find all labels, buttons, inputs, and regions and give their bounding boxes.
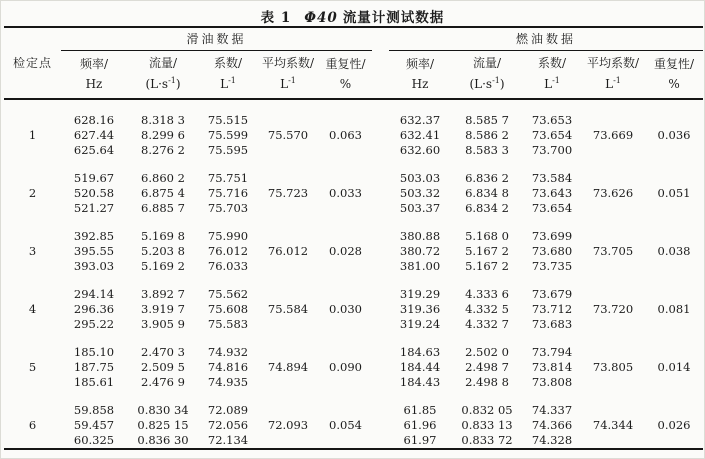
cell-lube-avg-coefficient: 75.723 (267, 186, 309, 200)
cell-lube-coefficient: 74.935 (207, 375, 249, 389)
cell-lube-frequency: 294.14 (73, 287, 115, 301)
cell-fuel-frequency: 61.97 (403, 433, 437, 447)
table-number: 表 1 (260, 10, 292, 26)
cell-fuel-avg-coefficient: 74.344 (592, 418, 634, 432)
group-gap-spacer (372, 99, 389, 158)
cell-fuel-flow: 6.834 2 (465, 201, 509, 215)
cell-fuel-frequency: 319.29 (399, 287, 441, 301)
cell-fuel-frequency: 184.43 (399, 375, 441, 389)
cell-lube-flow: 3.905 9 (141, 317, 185, 331)
cell-lube-frequency: 295.22 (73, 317, 115, 331)
cell-lube-flow: 0.825 15 (137, 418, 189, 432)
cell-point-id: 6 (28, 418, 37, 432)
cell-fuel-avg-coefficient: 73.669 (592, 128, 634, 142)
cell-lube-flow: 0.836 30 (137, 433, 189, 447)
cell-fuel-flow: 0.833 72 (461, 433, 513, 447)
cell-fuel-flow: 6.836 2 (465, 171, 509, 185)
cell-fuel-coefficient: 73.814 (531, 360, 573, 374)
cell-lube-frequency: 185.61 (73, 375, 115, 389)
flowmeter-model: Φ40 (304, 10, 338, 26)
cell-lube-coefficient: 75.608 (207, 302, 249, 316)
cell-lube-repeatability: 0.090 (329, 360, 362, 374)
cell-fuel-coefficient: 74.366 (531, 418, 573, 432)
cell-lube-flow: 6.860 2 (141, 171, 185, 185)
cell-fuel-flow: 4.332 7 (465, 317, 509, 331)
cell-fuel-frequency: 184.63 (399, 345, 441, 359)
cell-fuel-avg-coefficient: 73.705 (592, 244, 634, 258)
cell-lube-flow: 2.470 3 (141, 345, 185, 359)
group-header-lube-oil: 滑油数据 (61, 27, 372, 51)
cell-fuel-repeatability: 0.036 (657, 128, 691, 142)
cell-lube-frequency: 59.457 (73, 418, 115, 432)
cell-fuel-coefficient: 73.794 (531, 345, 573, 359)
cell-fuel-flow: 2.502 0 (465, 345, 509, 359)
cell-lube-flow: 6.885 7 (141, 201, 185, 215)
table-row (4, 99, 703, 128)
cell-fuel-frequency: 503.37 (399, 201, 441, 215)
cell-lube-coefficient: 74.932 (207, 345, 249, 359)
cell-fuel-flow: 8.585 7 (465, 113, 509, 127)
cell-fuel-flow: 5.167 2 (465, 244, 509, 258)
table-body (4, 99, 703, 449)
cell-lube-coefficient: 75.716 (207, 186, 249, 200)
cell-lube-repeatability: 0.030 (329, 302, 362, 316)
cell-fuel-frequency: 61.85 (403, 403, 437, 417)
cell-fuel-coefficient: 73.699 (531, 229, 573, 243)
cell-fuel-flow: 4.332 5 (465, 302, 509, 316)
col-header-checkpoint: 检定点 (4, 27, 61, 99)
cell-fuel-repeatability: 0.038 (657, 244, 691, 258)
cell-lube-frequency: 625.64 (73, 143, 115, 157)
group-gap-spacer (372, 390, 389, 449)
cell-fuel-coefficient: 73.584 (531, 171, 573, 185)
cell-lube-frequency: 296.36 (73, 302, 115, 316)
cell-fuel-coefficient: 73.700 (531, 143, 573, 157)
cell-lube-avg-coefficient: 72.093 (267, 418, 309, 432)
cell-fuel-frequency: 503.32 (399, 186, 441, 200)
cell-fuel-frequency: 61.96 (403, 418, 437, 432)
cell-fuel-frequency: 381.00 (399, 259, 441, 273)
cell-lube-flow: 5.203 8 (141, 244, 185, 258)
cell-lube-frequency: 393.03 (73, 259, 115, 273)
cell-lube-coefficient: 72.056 (207, 418, 249, 432)
group-header-row (4, 27, 703, 51)
table-row (4, 390, 703, 418)
cell-lube-frequency: 627.44 (73, 128, 115, 142)
column-header-row (4, 51, 703, 100)
table-row (4, 274, 703, 302)
cell-lube-repeatability: 0.054 (329, 418, 362, 432)
cell-lube-coefficient: 75.703 (207, 201, 249, 215)
cell-fuel-coefficient: 73.683 (531, 317, 573, 331)
cell-fuel-flow: 8.583 3 (465, 143, 509, 157)
cell-point-id: 1 (28, 128, 37, 142)
cell-lube-flow: 2.476 9 (141, 375, 185, 389)
cell-lube-flow: 8.318 3 (141, 113, 185, 127)
cell-lube-frequency: 395.55 (73, 244, 115, 258)
col-header-lube-coefficient: 系数/ $L^{-1}$ (199, 51, 257, 100)
cell-lube-frequency: 520.58 (73, 186, 115, 200)
cell-lube-coefficient: 72.134 (207, 433, 249, 447)
cell-lube-repeatability: 0.033 (329, 186, 362, 200)
cell-fuel-flow: 4.333 6 (465, 287, 509, 301)
cell-lube-coefficient: 75.515 (207, 113, 249, 127)
group-gap-spacer (372, 27, 389, 99)
cell-fuel-coefficient: 73.808 (531, 375, 573, 389)
cell-point-id: 3 (28, 244, 37, 258)
cell-fuel-frequency: 184.44 (399, 360, 441, 374)
col-header-fuel-coefficient: 系数/ $L^{-1}$ (523, 51, 581, 100)
cell-lube-frequency: 521.27 (73, 201, 115, 215)
cell-fuel-frequency: 632.41 (399, 128, 441, 142)
group-gap-spacer (372, 158, 389, 216)
cell-fuel-frequency: 380.88 (399, 229, 441, 243)
cell-lube-coefficient: 72.089 (207, 403, 249, 417)
cell-lube-flow: 8.299 6 (141, 128, 185, 142)
cell-fuel-frequency: 380.72 (399, 244, 441, 258)
cell-lube-frequency: 60.325 (73, 433, 115, 447)
cell-lube-coefficient: 75.599 (207, 128, 249, 142)
cell-fuel-flow: 5.167 2 (465, 259, 509, 273)
cell-lube-frequency: 392.85 (73, 229, 115, 243)
cell-fuel-avg-coefficient: 73.805 (592, 360, 634, 374)
cell-lube-flow: 3.919 7 (141, 302, 185, 316)
table-row (4, 332, 703, 360)
cell-lube-coefficient: 74.816 (207, 360, 249, 374)
cell-fuel-repeatability: 0.026 (657, 418, 691, 432)
cell-fuel-coefficient: 73.735 (531, 259, 573, 273)
cell-fuel-flow: 2.498 7 (465, 360, 509, 374)
col-header-fuel-repeatability: 重复性/ % (645, 51, 703, 100)
cell-lube-repeatability: 0.063 (329, 128, 362, 142)
cell-lube-avg-coefficient: 74.894 (267, 360, 309, 374)
table-row (4, 216, 703, 244)
cell-lube-avg-coefficient: 76.012 (267, 244, 309, 258)
cell-fuel-flow: 0.832 05 (461, 403, 513, 417)
cell-fuel-coefficient: 73.654 (531, 201, 573, 215)
cell-fuel-coefficient: 73.679 (531, 287, 573, 301)
cell-lube-frequency: 187.75 (73, 360, 115, 374)
cell-point-id: 5 (28, 360, 37, 374)
cell-lube-frequency: 519.67 (73, 171, 115, 185)
cell-lube-flow: 0.830 34 (137, 403, 189, 417)
cell-lube-flow: 5.169 2 (141, 259, 185, 273)
cell-fuel-repeatability: 0.014 (657, 360, 691, 374)
col-header-lube-flow: 流量/ $(L\cdot s^{-1})$ (127, 51, 199, 100)
col-header-lube-repeatability: 重复性/ % (319, 51, 372, 100)
cell-lube-frequency: 185.10 (73, 345, 115, 359)
cell-fuel-coefficient: 73.654 (531, 128, 573, 142)
table-row (4, 158, 703, 186)
cell-fuel-flow: 2.498 8 (465, 375, 509, 389)
cell-fuel-flow: 6.834 8 (465, 186, 509, 200)
cell-point-id: 4 (28, 302, 37, 316)
cell-fuel-frequency: 503.03 (399, 171, 441, 185)
cell-lube-repeatability: 0.028 (329, 244, 362, 258)
table-subject: 流量计测试数据 (342, 10, 445, 26)
col-header-fuel-avg-coefficient: 平均系数/ $L^{-1}$ (581, 51, 645, 100)
col-header-fuel-frequency: 频率/ Hz (389, 51, 451, 100)
col-header-lube-avg-coefficient: 平均系数/ $L^{-1}$ (257, 51, 319, 100)
cell-fuel-frequency: 632.37 (399, 113, 441, 127)
cell-fuel-coefficient: 74.328 (531, 433, 573, 447)
flowmeter-test-data-table (4, 26, 703, 450)
group-gap-spacer (372, 274, 389, 332)
cell-fuel-coefficient: 74.337 (531, 403, 573, 417)
cell-fuel-flow: 5.168 0 (465, 229, 509, 243)
cell-fuel-frequency: 319.36 (399, 302, 441, 316)
cell-fuel-repeatability: 0.051 (657, 186, 691, 200)
cell-lube-flow: 2.509 5 (141, 360, 185, 374)
cell-lube-flow: 5.169 8 (141, 229, 185, 243)
cell-fuel-frequency: 632.60 (399, 143, 441, 157)
cell-lube-flow: 6.875 4 (141, 186, 185, 200)
group-gap-spacer (372, 216, 389, 274)
col-header-fuel-flow: 流量/ $(L\cdot s^{-1})$ (451, 51, 523, 100)
cell-lube-coefficient: 76.012 (207, 244, 249, 258)
cell-lube-flow: 8.276 2 (141, 143, 185, 157)
cell-lube-coefficient: 75.751 (207, 171, 249, 185)
cell-fuel-coefficient: 73.653 (531, 113, 573, 127)
table-caption (1, 1, 704, 26)
group-header-fuel-oil: 燃油数据 (389, 27, 703, 51)
cell-fuel-flow: 0.833 13 (461, 418, 513, 432)
cell-lube-coefficient: 75.595 (207, 143, 249, 157)
cell-fuel-coefficient: 73.712 (531, 302, 573, 316)
cell-lube-flow: 3.892 7 (141, 287, 185, 301)
cell-fuel-flow: 8.586 2 (465, 128, 509, 142)
cell-lube-avg-coefficient: 75.570 (267, 128, 309, 142)
cell-fuel-coefficient: 73.643 (531, 186, 573, 200)
cell-fuel-avg-coefficient: 73.720 (592, 302, 634, 316)
cell-lube-coefficient: 76.033 (207, 259, 249, 273)
cell-lube-avg-coefficient: 75.584 (267, 302, 309, 316)
cell-lube-frequency: 59.858 (73, 403, 115, 417)
cell-lube-coefficient: 75.583 (207, 317, 249, 331)
cell-point-id: 2 (28, 186, 37, 200)
col-header-lube-frequency: 频率/ Hz (61, 51, 127, 100)
cell-lube-coefficient: 75.562 (207, 287, 249, 301)
cell-fuel-frequency: 319.24 (399, 317, 441, 331)
group-gap-spacer (372, 332, 389, 390)
cell-fuel-avg-coefficient: 73.626 (592, 186, 634, 200)
cell-fuel-repeatability: 0.081 (657, 302, 691, 316)
cell-fuel-coefficient: 73.680 (531, 244, 573, 258)
cell-lube-frequency: 628.16 (73, 113, 115, 127)
cell-lube-coefficient: 75.990 (207, 229, 249, 243)
